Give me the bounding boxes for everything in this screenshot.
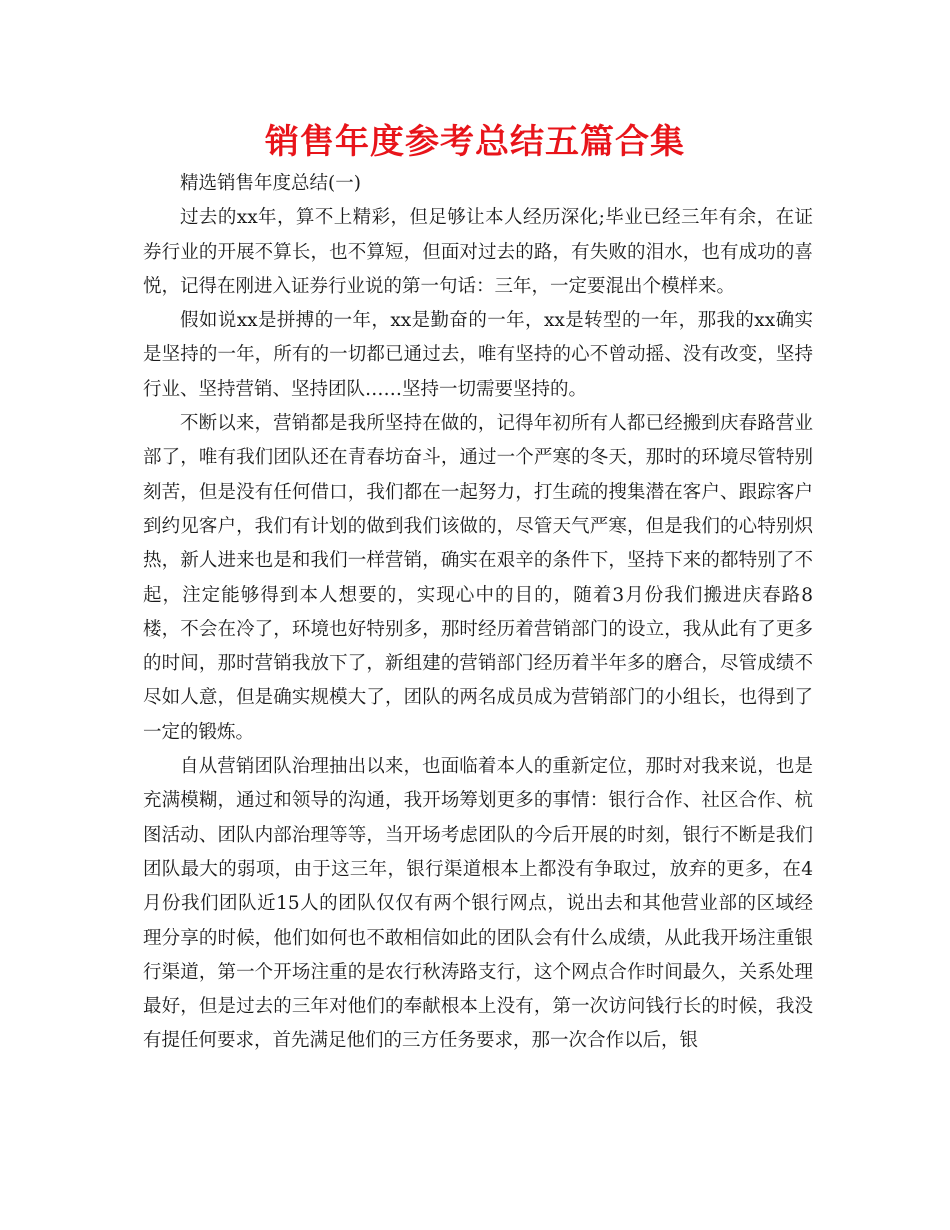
section-subtitle: 精选销售年度总结(一) — [180, 173, 361, 194]
document-title: 销售年度参考总结五篇合集 — [265, 122, 685, 162]
paragraph-1: 过去的xx年，算不上精彩，但足够让本人经历深化;毕业已经三年有余，在证券行业的开展不算长，也不算短，但面对过去的路，有失败的泪水，也有成功的喜悦，记得在刚进入证券行业说的第一句话：三年，一定要混出个模样来。 — [143, 207, 813, 297]
document-body — [143, 167, 813, 1059]
paragraph-3: 不断以来，营销都是我所坚持在做的，记得年初所有人都已经搬到庆春路营业部了，唯有我们团队还在青春坊奋斗，通过一个严寒的冬天，那时的环境尽管特别刻苦，但是没有任何借口，我们都在一起努力，打生疏的搜集潜在客户、跟踪客户到约见客户，我们有计划的做到我们该做的，尽管天气严寒，但是我们的心特别炽热，新人进来也是和我们一样营销，确实在艰辛的条件下，坚持下来的都特别了不起，注定能够得到本人想要的，实现心中的目的，随着3月份我们搬进庆春路8楼，不会在冷了，环境也好特别多，那时经历着营销部门的设立，我从此有了更多的时间，那时营销我放下了，新组建的营销部门经历着半年多的磨合，尽管成绩不尽如人意，但是确实规模大了，团队的两名成员成为营销部门的小组长，也得到了一定的锻炼。 — [143, 413, 813, 743]
paragraph-2: 假如说xx是拼搏的一年，xx是勤奋的一年，xx是转型的一年，那我的xx确实是坚持的一年，所有的一切都已通过去，唯有坚持的心不曾动摇、没有改变，坚持行业、坚持营销、坚持团队……坚持一切需要坚持的。 — [143, 310, 813, 400]
paragraph-4: 自从营销团队治理抽出以来，也面临着本人的重新定位，那时对我来说，也是充满模糊，通过和领导的沟通，我开场筹划更多的事情：银行合作、社区合作、杭图活动、团队内部治理等等，当开场考虑团队的今后开展的时刻，银行不断是我们团队最大的弱项，由于这三年，银行渠道根本上都没有争取过，放弃的更多，在4月份我们团队近15人的团队仅仅有两个银行网点，说出去和其他营业部的区域经理分享的时候，他们如何也不敢相信如此的团队会有什么成绩，从此我开场注重银行渠道，第一个开场注重的是农行秋涛路支行，这个网点合作时间最久，关系处理最好，但是过去的三年对他们的奉献根本上没有，第一次访问钱行长的时候，我没有提任何要求，首先满足他们的三方任务要求，那一次合作以后，银 — [143, 756, 813, 1052]
